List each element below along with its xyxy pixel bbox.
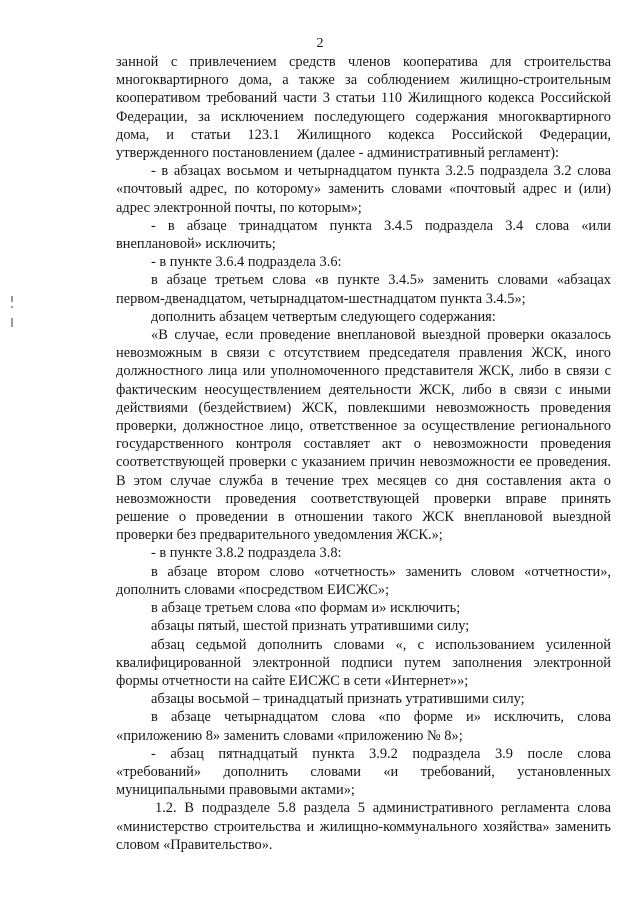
paragraph: - в пункте 3.8.2 подраздела 3.8: xyxy=(151,545,342,562)
page-number: 2 xyxy=(316,36,324,51)
document-body xyxy=(116,53,611,854)
paragraph: занной с привлечением средств членов кооператива для строительства многоквартирного дома, а также за соблюдением жилищно-строительным кооперативом требований части 3 статьи 110 Жилищного кодекса Российской Федерации, за исключением последующего содержания многоквартирного дома, и статьи 123.1 Жилищного кодекса Российской Федерации, утвержденного постановлением (далее - административный регламент): xyxy=(116,54,611,162)
binding-margin-mark xyxy=(11,296,13,302)
binding-margin-mark xyxy=(11,318,13,327)
paragraph: - в абзацах восьмом и четырнадцатом пункта 3.2.5 подраздела 3.2 слова «почтовый адрес, по которому» заменить словами «почтовый адрес и (или) адрес электронной почты, по которым»; xyxy=(116,163,611,216)
paragraph: «В случае, если проведение внеплановой выездной проверки оказалось невозможным в связи с отсутствием председателя правления ЖСК, иного должностного лица или уполномоченного представителя ЖСК, либо в связи с фактическим неосуществлением деятельности ЖСК, либо в связи с иными действиями (бездействием) ЖСК, повлекшими невозможность проведения проверки, должностное лицо, ответственное за осуществление регионального государственного контроля составляет акт о невозможности проведения соответствующей проверки с указанием причин невозможности ее проведения. В этом случае служба в течение трех месяцев со дня составления акта о невозможности проведения соответствующей проверки вправе принять решение о проведении в отношении такого ЖСК внеплановой выездной проверки без предварительного уведомления ЖСК.»; xyxy=(116,327,611,544)
paragraph: в абзаце третьем слова «в пункте 3.4.5» заменить словами «абзацах первом-двенадцатом, четырнадцатом-шестнадцатом пункта 3.4.5»; xyxy=(116,272,611,307)
paragraph: в абзаце втором слово «отчетность» заменить словом «отчетности», дополнить словами «посредством ЕИСЖС»; xyxy=(116,563,611,598)
paragraph: - абзац пятнадцатый пункта 3.9.2 подраздела 3.9 после слова «требований» дополнить словами «и требований, установленных муниципальными правовыми актами»; xyxy=(116,745,611,799)
paragraph: - в пункте 3.6.4 подраздела 3.6: xyxy=(151,254,342,271)
binding-margin-mark xyxy=(11,306,13,308)
paragraph: дополнить абзацем четвертым следующего содержания: xyxy=(151,308,496,325)
paragraph: абзацы пятый, шестой признать утратившими силу; xyxy=(151,618,470,635)
paragraph: в абзаце четырнадцатом слова «по форме и» исключить, слова «приложению 8» заменить словами «приложению № 8»; xyxy=(116,709,611,744)
paragraph: 1.2. В подразделе 5.8 раздела 5 административного регламента слова «министерство строительства и жилищно-коммунального хозяйства» заменить словом «Правительство». xyxy=(116,800,611,853)
paragraph: - в абзаце тринадцатом пункта 3.4.5 подраздела 3.4 слова «или внеплановой» исключить; xyxy=(116,217,611,253)
paragraph: абзацы восьмой – тринадцатый признать утратившими силу; xyxy=(151,691,525,708)
paragraph: в абзаце третьем слова «по формам и» исключить; xyxy=(151,600,461,617)
paragraph: абзац седьмой дополнить словами «, с использованием усиленной квалифицированной электронной подписи путем заполнения электронной формы отчетности на сайте ЕИСЖС в сети «Интернет»»; xyxy=(116,636,611,689)
